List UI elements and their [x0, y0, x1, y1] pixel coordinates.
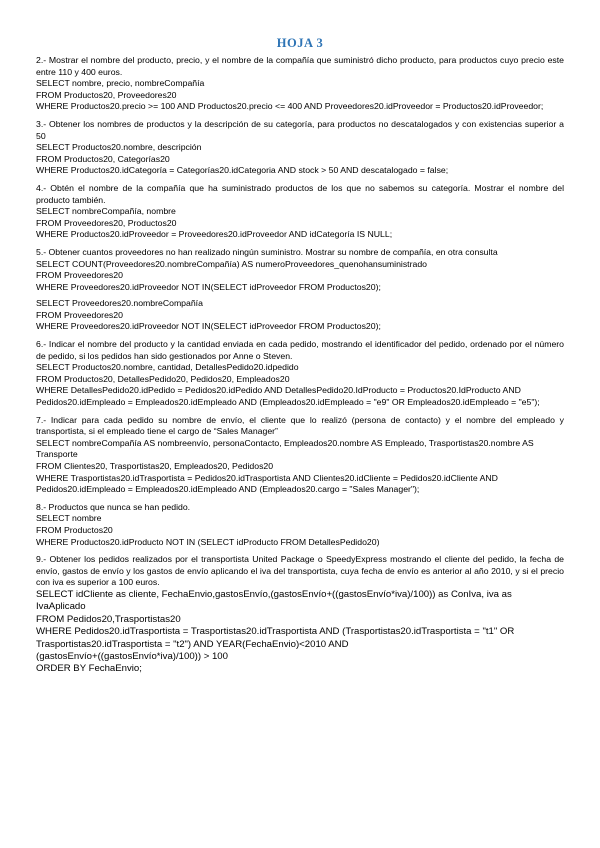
- code-line: SELECT nombre: [36, 513, 102, 524]
- document-page: [36, 36, 564, 682]
- code-line: SELECT Productos20.nombre, cantidad, DetallesPedido20.idpedido: [36, 362, 299, 373]
- code-line: FROM Productos20, Proveedores20: [36, 89, 177, 100]
- second-query: [36, 298, 564, 333]
- code-line: WHERE Productos20.idCategoría = Categorías20.idCategoria AND stock > 50 AND descatalogado = false;: [36, 165, 449, 176]
- code-line: FROM Productos20: [36, 524, 113, 535]
- exercise-7: [36, 415, 564, 496]
- code-line: FROM Proveedores20, Productos20: [36, 217, 177, 228]
- exercise-question: 2.- Mostrar el nombre del producto, precio, y el nombre de la compañía que suministró dicho producto, para productos cuyo precio este entre 110 y 400 euros.: [36, 55, 564, 77]
- exercise-question: 8.- Productos que nunca se han pedido.: [36, 501, 191, 512]
- exercise-question: 3.- Obtener los nombres de productos y la descripción de su categoría, para productos no descatalogados y con existencias superior a 50: [36, 118, 564, 141]
- code-line: FROM Productos20, DetallesPedido20, Pedidos20, Empleados20: [36, 373, 290, 384]
- code-line: FROM Proveedores20: [36, 309, 123, 320]
- code-line: SELECT nombreCompañía, nombre: [36, 206, 176, 217]
- code-line: SELECT idCliente as cliente, FechaEnvio,gastosEnvío,(gastosEnvío+((gastosEnvío*iva)/100)) as ConIva, iva as IvaAplicado: [36, 588, 512, 613]
- code-line: SELECT COUNT(Proveedores20.nombreCompañía) AS numeroProveedores_quenohansuministrado: [36, 258, 427, 269]
- exercise-6: [36, 339, 564, 409]
- code-line: WHERE Productos20.idProducto NOT IN (SELECT idProducto FROM DetallesPedido20): [36, 536, 380, 547]
- exercise-question: 5.- Obtener cuantos proveedores no han realizado ningún suministro. Mostrar su nombre de compañía, en otra consulta: [36, 246, 498, 257]
- exercise-question: 7.- Indicar para cada pedido su nombre de envío, el cliente que lo realizó (persona de contacto) y el nombre del empleado y transportista, si el empleado tiene el cargo de “Sales Manager”: [36, 414, 564, 437]
- code-line: WHERE Productos20.precio >= 100 AND Productos20.precio <= 400 AND Proveedores20.idProveedor = Productos20.idProveedor;: [36, 101, 544, 112]
- code-line: WHERE Proveedores20.idProveedor NOT IN(SELECT idProveedor FROM Productos20);: [36, 321, 381, 332]
- code-line: WHERE Productos20.idProveedor = Proveedores20.idProveedor AND idCategoría IS NULL;: [36, 229, 393, 240]
- exercise-2: [36, 55, 564, 113]
- code-line: WHERE Proveedores20.idProveedor NOT IN(SELECT idProveedor FROM Productos20);: [36, 281, 381, 292]
- code-line: WHERE Trasportistas20.idTrasportista = Pedidos20.idTrasportista AND Clientes20.idCliente = Pedidos20.idCliente AND Pedidos20.idEmpleado = Empleados20.idEmpleado AND (Empleados20.cargo = "Sales Manager");: [36, 472, 498, 495]
- exercise-question: 4.- Obtén el nombre de la compañía que ha suministrado productos de los que no sabemos su categoría. Mostrar el nombre del producto también.: [36, 182, 564, 205]
- page-title: HOJA 3: [276, 36, 324, 50]
- code-line: FROM Pedidos20,Trasportistas20: [36, 613, 181, 625]
- code-line: ORDER BY FechaEnvio;: [36, 663, 142, 675]
- code-line: FROM Proveedores20: [36, 270, 123, 281]
- code-line: WHERE DetallesPedido20.idPedido = Pedidos20.idPedido AND DetallesPedido20.IdProducto = Productos20.IdProducto AND Pedidos20.idEmpleado = Empleados20.idEmpleado AND (Empleados20.idEmpleado = "e9" OR Empleados20.idEmpleado = "e5");: [36, 385, 540, 408]
- code-line: SELECT Productos20.nombre, descripción: [36, 142, 202, 153]
- exercise-question: 6.- Indicar el nombre del producto y la cantidad enviada en cada pedido, mostrando el identificador del pedido, ordenado por el número de pedido, si los pedidos han sido gestionados por Anne o Steven.: [36, 339, 564, 361]
- exercise-5: [36, 247, 564, 333]
- exercise-9: [36, 554, 564, 676]
- exercise-3: [36, 119, 564, 177]
- code-line: (gastosEnvío+((gastosEnvío*iva)/100)) > 100: [36, 650, 228, 662]
- exercise-8: [36, 502, 564, 548]
- code-line: SELECT nombreCompañía AS nombreenvío, personaContacto, Empleados20.nombre AS Empleado, Trasportistas20.nombre AS Transporte: [36, 437, 534, 460]
- exercise-question: 9.- Obtener los pedidos realizados por el transportista United Package o SpeedyExpress mostrando el cliente del pedido, la fecha de envío, gastos de envío y los gastos de envío aplicando el iva del transportista, cuya fecha de envío es anterior al año 2010, y si el precio con iva es superior a 100 euros.: [36, 554, 564, 588]
- exercise-4: [36, 183, 564, 241]
- code-line: FROM Clientes20, Trasportistas20, Empleados20, Pedidos20: [36, 461, 274, 471]
- code-line: SELECT Proveedores20.nombreCompañía: [36, 298, 203, 309]
- code-line: FROM Productos20, Categorías20: [36, 153, 170, 164]
- code-line: SELECT nombre, precio, nombreCompañía: [36, 78, 205, 89]
- code-line: WHERE Pedidos20.idTrasportista = Trasportistas20.idTrasportista AND (Trasportistas20.idTrasportista = "t1" OR Trasportistas20.idTrasportista = "t2") AND YEAR(FechaEnvio)<2010 AND: [36, 626, 515, 650]
